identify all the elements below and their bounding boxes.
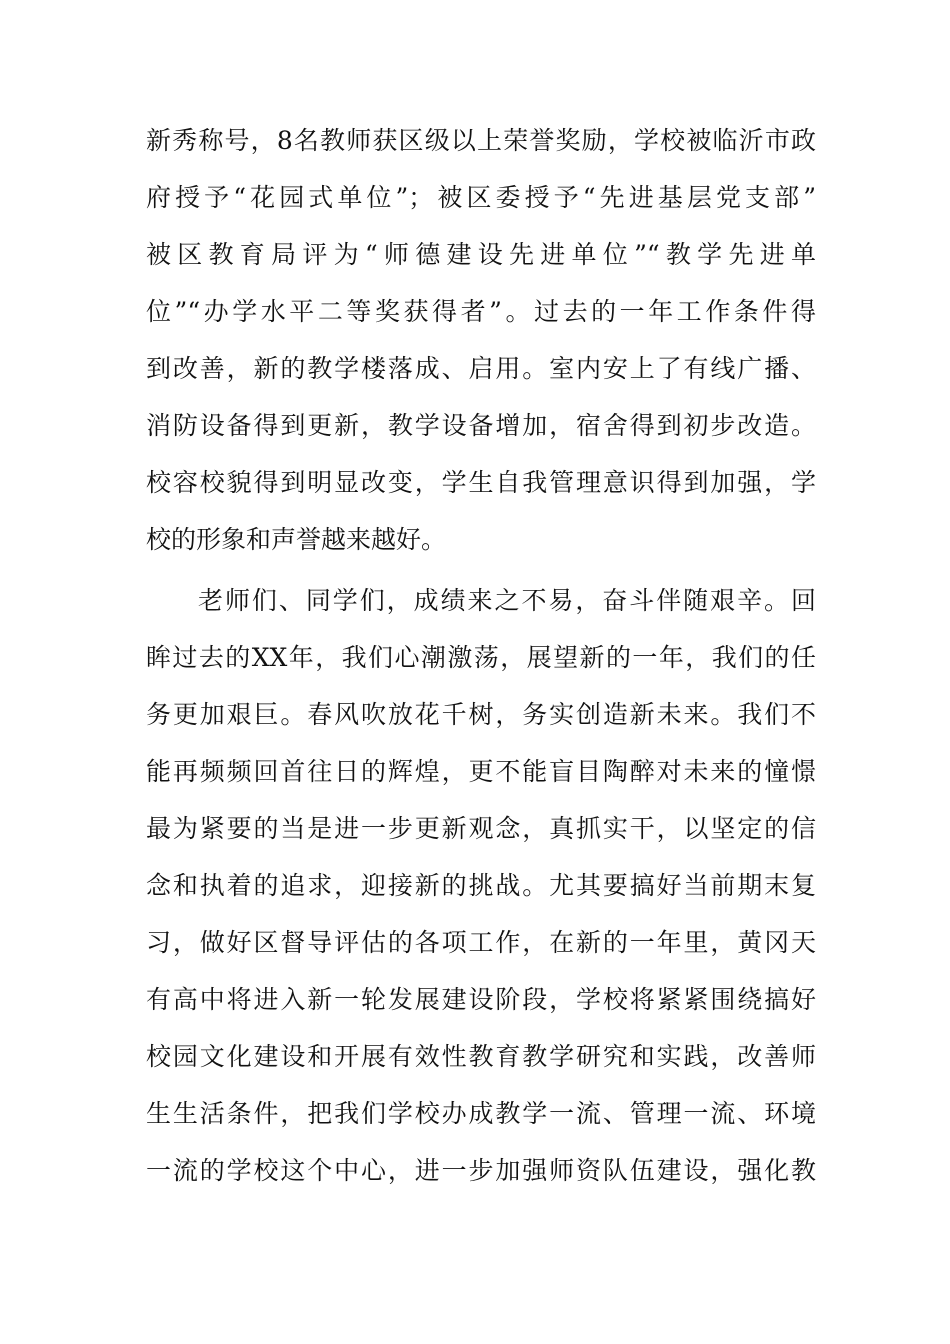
paragraph-line: 位”“办学水平二等奖获得者”。过去的一年工作条件得 (146, 297, 816, 326)
paragraph-line: 校容校貌得到明显改变，学生自我管理意识得到加强，学 (146, 468, 816, 497)
paragraph-line: 生生活条件，把我们学校办成教学一流、管理一流、环境 (146, 1099, 816, 1128)
paragraph-line: 消防设备得到更新，教学设备增加，宿舍得到初步改造。 (146, 411, 816, 440)
paragraph-line: 被区教育局评为“师德建设先进单位”“教学先进单 (146, 240, 816, 269)
paragraph-line: 务更加艰巨。春风吹放花千树，务实创造新未来。我们不 (146, 700, 816, 729)
paragraph-line: 校的形象和声誉越来越好。 (146, 525, 447, 554)
paragraph-line: 眸过去的XX年，我们心潮激荡，展望新的一年，我们的任 (146, 643, 816, 672)
paragraph-line: 校园文化建设和开展有效性教育教学研究和实践，改善师 (146, 1042, 816, 1071)
paragraph-line: 最为紧要的当是进一步更新观念，真抓实干，以坚定的信 (146, 814, 816, 843)
paragraph-1 (146, 112, 816, 568)
paragraph-line: 一流的学校这个中心，进一步加强师资队伍建设，强化教 (146, 1156, 816, 1185)
paragraph-line: 老师们、同学们，成绩来之不易，奋斗伴随艰辛。回 (198, 586, 816, 615)
paragraph-line: 能再频频回首往日的辉煌，更不能盲目陶醉对未来的憧憬 (146, 757, 816, 786)
paragraph-line: 念和执着的追求，迎接新的挑战。尤其要搞好当前期末复 (146, 871, 816, 900)
paragraph-line: 习，做好区督导评估的各项工作，在新的一年里，黄冈天 (146, 928, 816, 957)
paragraph-line: 到改善，新的教学楼落成、启用。室内安上了有线广播、 (146, 354, 816, 383)
paragraph-2 (146, 572, 816, 1199)
paragraph-line: 新秀称号，8名教师获区级以上荣誉奖励，学校被临沂市政 (146, 126, 816, 155)
paragraph-line: 有高中将进入新一轮发展建设阶段，学校将紧紧围绕搞好 (146, 985, 816, 1014)
paragraph-line: 府授予“花园式单位”；被区委授予“先进基层党支部” (146, 183, 816, 212)
